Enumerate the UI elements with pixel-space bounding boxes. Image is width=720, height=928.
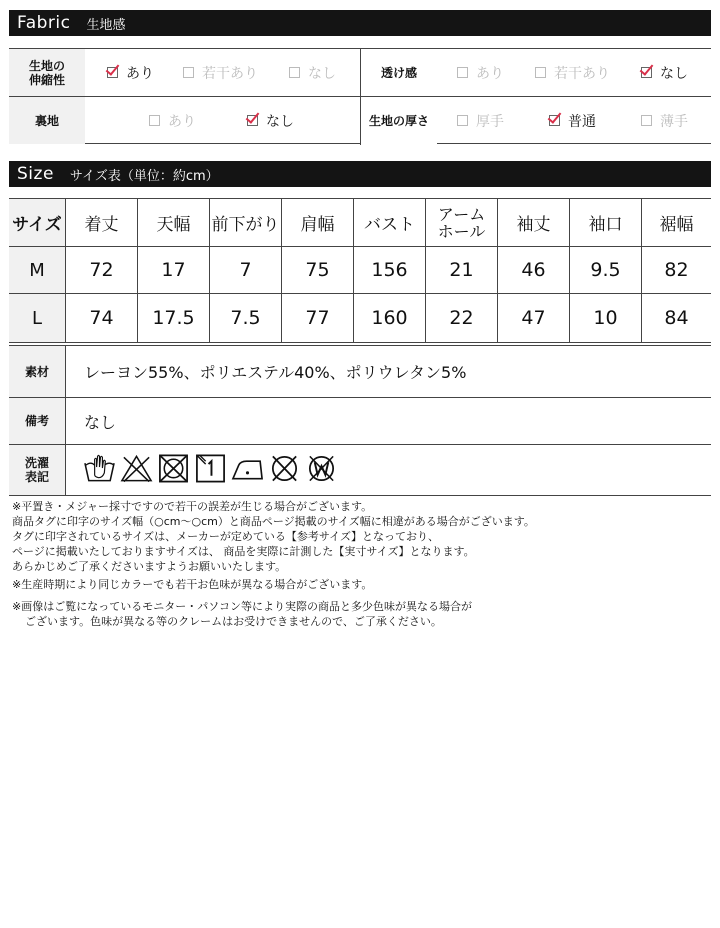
remarks-value: なし	[84, 412, 117, 432]
table-cell: 17	[138, 247, 210, 293]
stretch-label-line1: 生地の	[28, 58, 65, 73]
size-header-bar	[9, 161, 711, 187]
table-cell: 74	[66, 294, 138, 342]
lining-option-no[interactable]	[247, 97, 294, 144]
no-bleach-icon	[120, 451, 153, 485]
hand-wash-icon	[83, 451, 116, 485]
fabric-table	[9, 48, 711, 144]
size-corner-label: サイズ	[9, 199, 66, 246]
option-label: 若干あり	[202, 65, 258, 82]
column-header: 天幅	[138, 199, 210, 246]
option-label: なし	[266, 113, 294, 130]
fabric-row-2	[9, 97, 711, 144]
material-value: レーヨン55%、ポリエステル40%、ポリウレタン5%	[84, 363, 467, 382]
table-cell: 75	[282, 247, 354, 293]
table-cell: 156	[354, 247, 426, 293]
column-header: 袖丈	[498, 199, 570, 246]
care-label	[9, 445, 66, 495]
table-row	[9, 294, 711, 342]
note-line: 商品タグに印字のサイズ幅（○cm〜○cm）と商品ページ掲載のサイズ幅に相違がある場合がございます。	[12, 515, 535, 528]
note-line: あらかじめご了承くださいますようお願いいたします。	[12, 560, 287, 573]
note-line: ※画像はご覧になっているモニター・パソコン等により実際の商品と多少色味が異なる場合が	[12, 600, 472, 613]
option-label: あり	[126, 65, 154, 82]
option-label: あり	[168, 113, 196, 130]
care-icons	[83, 451, 338, 487]
remarks-label: 備考	[9, 398, 66, 444]
column-header: アーム ホール	[426, 199, 498, 246]
checkbox-empty-icon	[457, 67, 468, 78]
size-table-header-row	[9, 199, 711, 247]
option-label: なし	[660, 65, 688, 82]
checkbox-checked-icon	[247, 115, 258, 126]
care-label-line2: 表記	[24, 470, 49, 484]
thickness-label: 生地の厚さ	[361, 97, 437, 144]
remarks-row	[9, 398, 711, 445]
note-line: ※平置き・メジャー採寸ですので若干の誤差が生じる場合がございます。	[12, 500, 373, 513]
note-line: タグに印字されているサイズは、メーカーが定めている【参考サイズ】となっており、	[12, 530, 440, 543]
note-line: ※生産時期により同じカラーでも若干お色味が異なる場合がございます。	[12, 578, 373, 591]
option-label: あり	[476, 65, 504, 82]
no-dry-clean-icon	[268, 451, 301, 485]
checkbox-empty-icon	[641, 115, 652, 126]
wet-clean-icon	[305, 451, 338, 485]
size-label: M	[9, 247, 66, 293]
iron-low-icon	[231, 451, 264, 485]
thickness-option-thin[interactable]	[641, 97, 688, 144]
table-cell: 21	[426, 247, 498, 293]
option-label: 厚手	[476, 113, 504, 130]
checkbox-empty-icon	[183, 67, 194, 78]
option-label: 若干あり	[554, 65, 610, 82]
info-table	[9, 345, 711, 496]
table-cell: 47	[498, 294, 570, 342]
checkbox-empty-icon	[457, 115, 468, 126]
checkbox-checked-icon	[107, 67, 118, 78]
table-cell: 84	[664, 307, 689, 329]
size-label: L	[9, 294, 66, 342]
stretch-label-line2: 伸縮性	[28, 72, 65, 87]
notes-block	[12, 499, 712, 629]
fabric-header-bar	[9, 10, 711, 36]
table-cell: 160	[354, 294, 426, 342]
option-label: 普通	[568, 113, 596, 130]
size-table	[9, 198, 711, 343]
note-line: ページに掲載いたしておりますサイズは、 商品を実際に計測した【実寸サイズ】となります。	[12, 545, 475, 558]
table-cell: 17.5	[138, 294, 210, 342]
stretch-label	[9, 49, 85, 96]
checkbox-checked-icon	[549, 115, 560, 126]
stretch-option-slight[interactable]	[183, 49, 258, 96]
table-cell: 7.5	[210, 294, 282, 342]
table-cell: 46	[498, 247, 570, 293]
lining-label: 裏地	[9, 97, 85, 144]
column-header: 肩幅	[282, 199, 354, 246]
note-line: ございます。色味が異なる等のクレームはお受けできませんので、ご了承ください。	[25, 615, 442, 628]
checkbox-empty-icon	[535, 67, 546, 78]
thickness-option-normal[interactable]	[549, 97, 596, 144]
table-cell: 10	[570, 294, 642, 342]
column-header: バスト	[354, 199, 426, 246]
size-title-ja: サイズ表（単位：約cm）	[69, 168, 219, 184]
table-cell: 22	[426, 294, 498, 342]
table-cell: 82	[664, 259, 689, 281]
sheer-option-slight[interactable]	[535, 49, 610, 96]
checkbox-empty-icon	[149, 115, 160, 126]
column-header: 裾幅	[659, 215, 694, 235]
column-header: 袖口	[570, 199, 642, 246]
table-cell: 77	[282, 294, 354, 342]
checkbox-empty-icon	[289, 67, 300, 78]
thickness-option-thick[interactable]	[457, 97, 504, 144]
size-title-en: Size	[17, 164, 54, 184]
fabric-row-1	[9, 49, 711, 97]
option-label: なし	[308, 65, 336, 82]
column-header: 前下がり	[210, 199, 282, 246]
table-cell: 9.5	[570, 247, 642, 293]
material-label: 素材	[9, 346, 66, 397]
table-cell: 7	[210, 247, 282, 293]
material-row	[9, 346, 711, 398]
option-label: 薄手	[660, 113, 688, 130]
no-tumble-dry-icon	[157, 451, 190, 485]
sheer-label: 透け感	[361, 49, 437, 96]
table-cell: 72	[66, 247, 138, 293]
checkbox-checked-icon	[641, 67, 652, 78]
fabric-title-ja: 生地感	[86, 17, 126, 33]
sheer-option-no[interactable]	[641, 49, 688, 96]
lining-option-yes[interactable]	[149, 97, 196, 144]
fabric-title-en: Fabric	[17, 13, 71, 33]
stretch-option-yes[interactable]	[107, 49, 154, 96]
table-row	[9, 247, 711, 294]
column-header: 着丈	[66, 199, 138, 246]
sheer-option-yes[interactable]	[457, 49, 504, 96]
care-label-line1: 洗濯	[24, 456, 49, 470]
drip-dry-shade-icon	[194, 451, 227, 485]
stretch-option-no[interactable]	[289, 49, 336, 96]
care-row	[9, 445, 711, 495]
